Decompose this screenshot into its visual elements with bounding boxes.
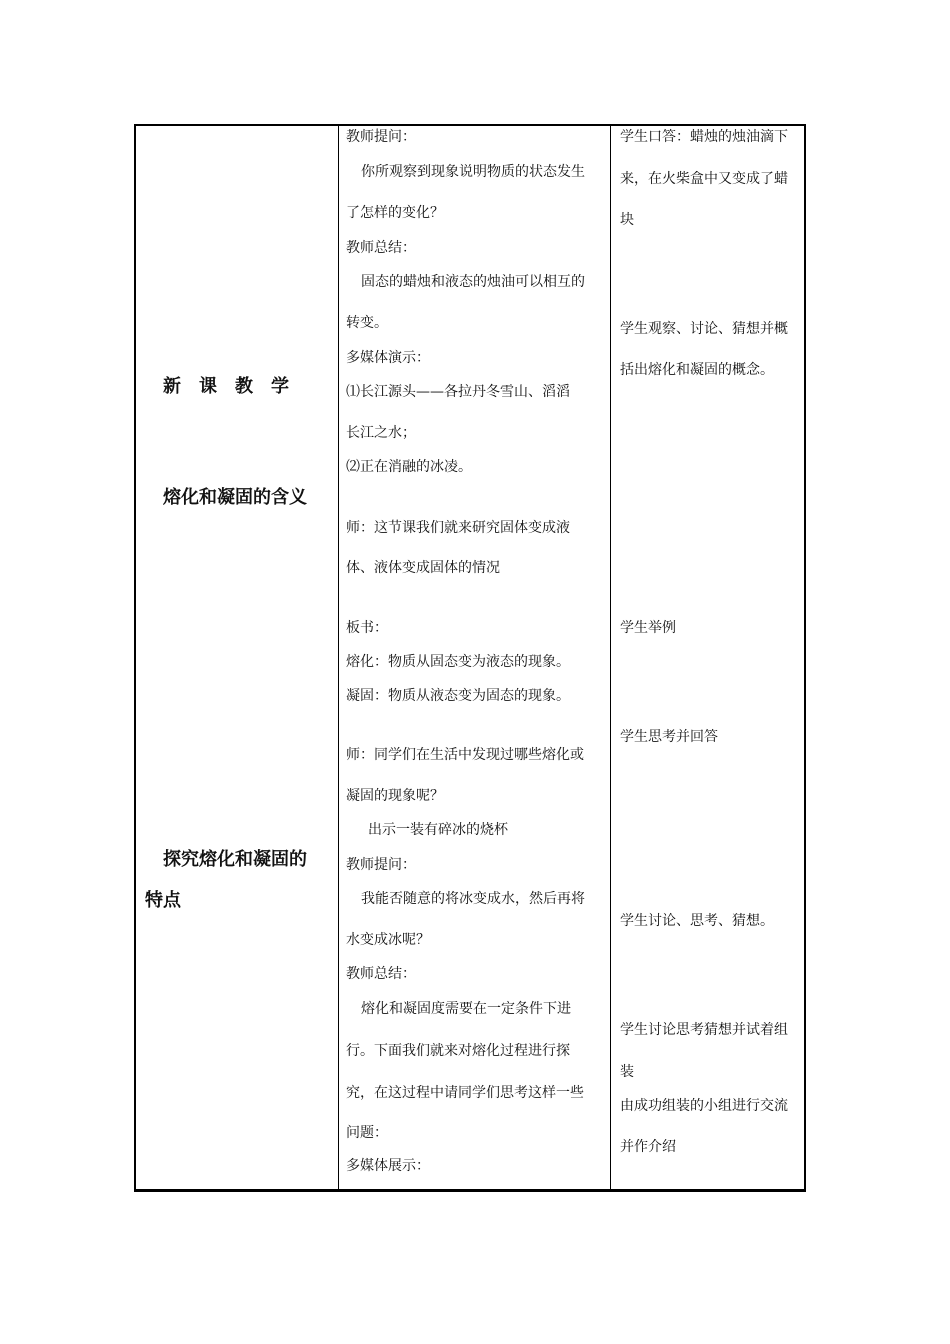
section-heading-explore: 探究熔化和凝固的 bbox=[163, 849, 307, 870]
middle-text-line: 师：同学们在生活中发现过哪些熔化或 bbox=[346, 747, 584, 763]
middle-text-line: 教师提问： bbox=[346, 129, 416, 145]
middle-text-line: 熔化：物质从固态变为液态的现象。 bbox=[346, 654, 570, 670]
right-text-line: 学生讨论、思考、猜想。 bbox=[620, 913, 774, 929]
middle-text-line: 我能否随意的将冰变成水，然后再将 bbox=[361, 891, 585, 907]
right-text-line: 学生讨论思考猜想并试着组 bbox=[620, 1022, 788, 1038]
section-heading-explore-cont: 特点 bbox=[145, 890, 181, 911]
middle-text-line: 体、液体变成固体的情况 bbox=[346, 560, 500, 576]
middle-text-line: 凝固的现象呢？ bbox=[346, 788, 444, 804]
middle-text-line: 师：这节课我们就来研究固体变成液 bbox=[346, 520, 570, 536]
middle-text-line: 教师提问： bbox=[346, 857, 416, 873]
right-text-line: 学生口答：蜡烛的烛油滴下 bbox=[620, 129, 788, 145]
section-heading-new-lesson: 新课教学 bbox=[163, 376, 307, 397]
middle-text-line: ⑵正在消融的冰凌。 bbox=[346, 459, 472, 475]
right-text-line: 学生思考并回答 bbox=[620, 729, 718, 745]
middle-text-line: 问题： bbox=[346, 1125, 388, 1141]
middle-text-line: 固态的蜡烛和液态的烛油可以相互的 bbox=[361, 274, 585, 290]
middle-text-line: 多媒体展示： bbox=[346, 1158, 430, 1174]
middle-text-line: 板书： bbox=[346, 620, 388, 636]
middle-text-line: 凝固：物质从液态变为固态的现象。 bbox=[346, 688, 570, 704]
right-text-line: 块 bbox=[620, 212, 634, 228]
middle-text-line: ⑴长江源头——各拉丹冬雪山、滔滔 bbox=[346, 384, 570, 400]
middle-text-line: 长江之水； bbox=[346, 425, 416, 441]
right-text-line: 学生举例 bbox=[620, 620, 676, 636]
right-text-line: 装 bbox=[620, 1064, 634, 1080]
middle-text-line: 行。下面我们就来对熔化过程进行探 bbox=[346, 1043, 570, 1059]
middle-text-line: 你所观察到现象说明物质的状态发生 bbox=[361, 164, 585, 180]
middle-text-line: 教师总结： bbox=[346, 240, 416, 256]
right-text-line: 括出熔化和凝固的概念。 bbox=[620, 362, 774, 378]
middle-text-line: 教师总结： bbox=[346, 966, 416, 982]
column-divider bbox=[610, 126, 611, 1189]
middle-text-line: 究，在这过程中请同学们思考这样一些 bbox=[346, 1085, 584, 1101]
column-divider bbox=[338, 126, 339, 1189]
right-text-line: 来，在火柴盒中又变成了蜡 bbox=[620, 171, 788, 187]
right-text-line: 并作介绍 bbox=[620, 1139, 676, 1155]
middle-text-line: 转变。 bbox=[346, 315, 388, 331]
middle-text-line: 水变成冰呢？ bbox=[346, 932, 430, 948]
middle-text-line: 出示一装有碎冰的烧杯 bbox=[368, 822, 508, 838]
section-heading-meaning: 熔化和凝固的含义 bbox=[163, 487, 307, 508]
middle-text-line: 多媒体演示： bbox=[346, 350, 430, 366]
right-text-line: 由成功组装的小组进行交流 bbox=[620, 1098, 788, 1114]
middle-text-line: 熔化和凝固度需要在一定条件下进 bbox=[361, 1001, 571, 1017]
middle-text-line: 了怎样的变化？ bbox=[346, 205, 444, 221]
right-text-line: 学生观察、讨论、猜想并概 bbox=[620, 321, 788, 337]
